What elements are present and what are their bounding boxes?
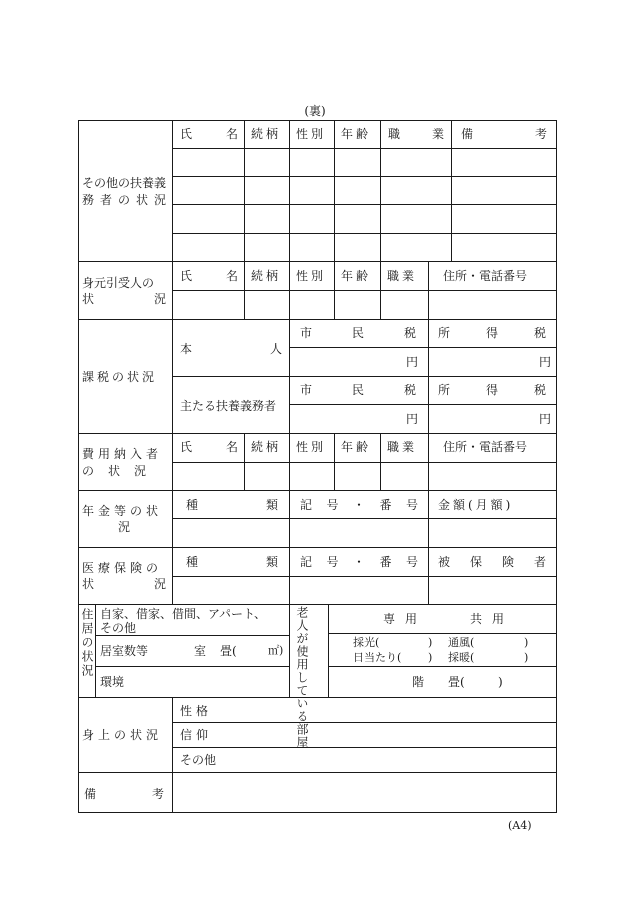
- grid-line: [328, 604, 329, 697]
- pension-number-header: 記 号 ・ 番 号: [300, 498, 418, 512]
- header-occupation: 職業: [387, 440, 418, 454]
- header-age: 年齢: [341, 127, 372, 141]
- header-sex: 性別: [296, 127, 327, 141]
- paren-close: ): [428, 651, 433, 664]
- grid-line: [244, 433, 245, 490]
- header-relation: 続柄: [251, 269, 282, 283]
- grid-line: [380, 433, 381, 490]
- header-age: 年齢: [341, 269, 372, 283]
- city-tax-header: 市 民 税: [300, 383, 416, 397]
- housing-label: 住居の状況: [80, 608, 94, 678]
- row-divider: [78, 604, 557, 605]
- personality-label: 性格: [180, 704, 213, 718]
- grid-line: [328, 666, 557, 667]
- grid-line: [328, 633, 557, 634]
- row-divider: [78, 319, 557, 320]
- belief-label: 信仰: [180, 728, 213, 742]
- row-divider: [78, 261, 557, 262]
- grid-line: [289, 490, 290, 547]
- grid-line: [289, 433, 290, 490]
- income-tax-header: 所 得 税: [438, 383, 546, 397]
- grid-line: [289, 604, 290, 697]
- paren-close: ): [428, 636, 433, 649]
- square-meter-unit: ㎡): [268, 644, 284, 657]
- grid-line: [95, 604, 96, 697]
- grid-line: [289, 547, 290, 604]
- insurance-number-header: 記 号 ・ 番 号: [300, 555, 418, 569]
- paren-close: ): [524, 651, 529, 664]
- exclusive-use: 専用: [383, 612, 428, 626]
- header-relation: 続柄: [251, 127, 282, 141]
- grid-line: [289, 319, 290, 433]
- grid-line: [334, 261, 335, 319]
- header-name: 氏 名: [180, 440, 238, 454]
- paren-close: ): [498, 675, 503, 689]
- header-occupation: 職 業: [388, 127, 444, 141]
- grid-line: [172, 233, 557, 234]
- payer-label-line1: 費用納入者: [82, 447, 163, 461]
- guarantor-label-line1: 身元引受人の: [82, 276, 155, 290]
- yen-unit: 円: [406, 355, 419, 369]
- housing-types-line1: 自家、借家、借間、アパート、: [100, 607, 266, 621]
- header-name: 氏 名: [180, 127, 238, 141]
- paren-close: ): [524, 636, 529, 649]
- row-divider: [78, 697, 557, 698]
- row-divider: [78, 433, 557, 434]
- floor-label: 階: [412, 675, 425, 689]
- welfare-form: [78, 120, 557, 813]
- housing-types-line2: その他: [100, 621, 137, 635]
- grid-line: [428, 547, 429, 604]
- grid-line: [334, 433, 335, 490]
- room-unit: 室: [194, 644, 207, 658]
- grid-line: [172, 176, 557, 177]
- header-relation: 続柄: [251, 440, 282, 454]
- personal-status-label: 身上の状況: [82, 728, 163, 742]
- heating-label: 採暖(: [448, 651, 475, 664]
- income-tax-header: 所 得 税: [438, 326, 546, 340]
- insured-person-header: 被 保 険 者: [438, 555, 546, 569]
- header-name: 氏 名: [180, 269, 238, 283]
- grid-line: [289, 347, 557, 348]
- grid-line: [172, 722, 557, 723]
- grid-line: [334, 120, 335, 261]
- grid-line: [172, 376, 557, 377]
- pension-label-line2: 況: [118, 520, 131, 534]
- row-divider: [78, 490, 557, 491]
- grid-line: [244, 261, 245, 319]
- header-address-phone: 住所・電話番号: [443, 269, 528, 283]
- environment-label: 環境: [100, 675, 125, 689]
- tax-main-supporter-label: 主たる扶養義務者: [180, 399, 277, 413]
- pension-label-line1: 年金等の状: [82, 504, 163, 518]
- header-remarks: 備 考: [461, 127, 547, 141]
- insurance-label-line1: 医療保険の: [82, 561, 163, 575]
- grid-line: [172, 462, 557, 463]
- rooms-label: 居室数等: [100, 644, 149, 658]
- yen-unit: 円: [406, 412, 419, 426]
- grid-line: [172, 204, 557, 205]
- pension-kind-header: 種 類: [186, 498, 278, 512]
- remarks-label: 備 考: [84, 787, 164, 801]
- tax-status-label: 課税の状況: [82, 370, 158, 384]
- grid-line: [244, 120, 245, 261]
- other-supporters-label-line1: その他の扶養義: [82, 176, 167, 190]
- payer-label-line2: の状況: [82, 464, 161, 478]
- yen-unit: 円: [539, 355, 552, 369]
- grid-line: [451, 120, 452, 261]
- page-title: (裏): [304, 104, 326, 118]
- insurance-kind-header: 種 類: [186, 555, 278, 569]
- row-divider: [78, 772, 557, 773]
- grid-line: [289, 261, 290, 319]
- grid-line: [428, 319, 429, 433]
- shared-use: 共用: [470, 612, 515, 626]
- yen-unit: 円: [539, 412, 552, 426]
- other-supporters-label-line2: 務者の状況: [82, 193, 173, 207]
- tatami-unit: 畳(: [220, 644, 237, 658]
- grid-line: [428, 261, 429, 319]
- floor-tatami-label: 畳(: [448, 675, 465, 689]
- grid-line: [172, 148, 557, 149]
- grid-line: [289, 120, 290, 261]
- other-label: その他: [180, 753, 217, 767]
- grid-line: [428, 433, 429, 490]
- row-divider: [78, 547, 557, 548]
- header-occupation: 職業: [387, 269, 418, 283]
- grid-line: [428, 490, 429, 547]
- grid-line: [172, 518, 557, 519]
- sunlight-label: 日当たり(: [353, 651, 402, 664]
- label-column-divider: [172, 120, 173, 604]
- elderly-room-label: 老人が使用している部屋: [295, 606, 309, 749]
- paper-size-note: (A4): [508, 819, 532, 832]
- grid-line: [289, 404, 557, 405]
- header-age: 年齢: [341, 440, 372, 454]
- tax-self-label: 本 人: [180, 342, 282, 356]
- guarantor-label-line2: 状 況: [82, 292, 166, 306]
- pension-amount-header: 金額(月額): [438, 498, 514, 512]
- header-address-phone: 住所・電話番号: [443, 440, 528, 454]
- label-column-divider: [172, 697, 173, 813]
- lighting-label: 採光(: [353, 636, 380, 649]
- grid-line: [172, 747, 557, 748]
- grid-line: [95, 666, 289, 667]
- city-tax-header: 市 民 税: [300, 326, 416, 340]
- grid-line: [95, 635, 289, 636]
- ventilation-label: 通風(: [448, 636, 475, 649]
- header-sex: 性別: [296, 440, 327, 454]
- insurance-label-line2: 状 況: [82, 577, 166, 591]
- grid-line: [380, 120, 381, 261]
- grid-line: [172, 290, 557, 291]
- grid-line: [380, 261, 381, 319]
- header-sex: 性別: [296, 269, 327, 283]
- grid-line: [172, 576, 557, 577]
